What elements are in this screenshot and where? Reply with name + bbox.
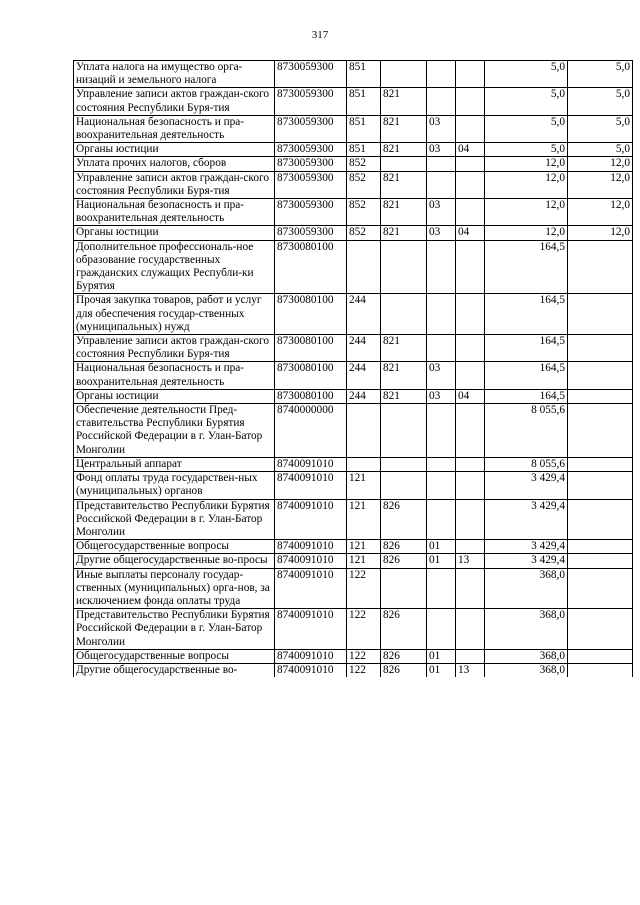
target-code-cell: 8740091010 (275, 472, 347, 499)
table-row (74, 554, 633, 568)
amount-year-1-cell: 5,0 (485, 115, 568, 142)
target-code-cell: 8740091010 (275, 554, 347, 568)
section-code-cell: 01 (427, 663, 456, 677)
expense-type-code-cell: 851 (347, 115, 381, 142)
section-code-cell: 03 (427, 389, 456, 403)
section-code-cell (427, 568, 456, 609)
ministry-code-cell: 826 (381, 540, 427, 554)
amount-year-2-cell (568, 663, 633, 677)
subsection-code-cell (456, 61, 485, 88)
amount-year-1-cell: 12,0 (485, 226, 568, 240)
table-row (74, 61, 633, 88)
target-code-cell: 8730059300 (275, 171, 347, 198)
section-code-cell (427, 240, 456, 294)
subsection-code-cell (456, 88, 485, 115)
amount-year-2-cell (568, 609, 633, 650)
expense-type-code-cell: 121 (347, 472, 381, 499)
table-row (74, 609, 633, 650)
amount-year-2-cell: 12,0 (568, 199, 633, 226)
amount-year-2-cell (568, 540, 633, 554)
row-name-cell: Общегосударственные вопросы (74, 649, 275, 663)
row-name-cell: Обеспечение деятельности Пред-ставительства Республики Бурятия Российской Федерации в г. Улан-Батор Монголии (74, 404, 275, 458)
budget-table-body (74, 61, 633, 678)
row-name-cell: Центральный аппарат (74, 457, 275, 471)
amount-year-2-cell (568, 649, 633, 663)
expense-type-code-cell: 244 (347, 294, 381, 335)
table-row (74, 88, 633, 115)
amount-year-1-cell: 5,0 (485, 61, 568, 88)
expense-type-code-cell: 852 (347, 157, 381, 171)
subsection-code-cell (456, 157, 485, 171)
amount-year-2-cell (568, 457, 633, 471)
expense-type-code-cell (347, 240, 381, 294)
target-code-cell: 8730059300 (275, 199, 347, 226)
amount-year-2-cell: 5,0 (568, 115, 633, 142)
amount-year-1-cell: 8 055,6 (485, 404, 568, 458)
amount-year-1-cell: 12,0 (485, 157, 568, 171)
amount-year-2-cell (568, 568, 633, 609)
amount-year-2-cell (568, 240, 633, 294)
amount-year-2-cell (568, 389, 633, 403)
subsection-code-cell (456, 457, 485, 471)
expense-type-code-cell: 122 (347, 609, 381, 650)
amount-year-2-cell: 12,0 (568, 157, 633, 171)
ministry-code-cell: 821 (381, 115, 427, 142)
expense-type-code-cell: 852 (347, 226, 381, 240)
section-code-cell (427, 171, 456, 198)
target-code-cell: 8730080100 (275, 335, 347, 362)
ministry-code-cell (381, 404, 427, 458)
row-name-cell: Уплата прочих налогов, сборов (74, 157, 275, 171)
table-row (74, 240, 633, 294)
table-row (74, 362, 633, 389)
amount-year-2-cell: 5,0 (568, 143, 633, 157)
section-code-cell (427, 61, 456, 88)
table-row (74, 143, 633, 157)
section-code-cell (427, 457, 456, 471)
table-row (74, 335, 633, 362)
target-code-cell: 8730080100 (275, 362, 347, 389)
target-code-cell: 8730059300 (275, 157, 347, 171)
subsection-code-cell (456, 404, 485, 458)
section-code-cell (427, 472, 456, 499)
ministry-code-cell (381, 568, 427, 609)
section-code-cell: 03 (427, 362, 456, 389)
subsection-code-cell (456, 540, 485, 554)
amount-year-1-cell: 368,0 (485, 609, 568, 650)
row-name-cell: Представительство Республики Бурятия Российской Федерации в г. Улан-Батор Монголии (74, 609, 275, 650)
ministry-code-cell (381, 61, 427, 88)
table-row (74, 540, 633, 554)
table-row (74, 472, 633, 499)
ministry-code-cell (381, 457, 427, 471)
section-code-cell (427, 499, 456, 540)
amount-year-2-cell: 12,0 (568, 226, 633, 240)
subsection-code-cell (456, 115, 485, 142)
table-row (74, 157, 633, 171)
target-code-cell: 8740091010 (275, 540, 347, 554)
ministry-code-cell (381, 240, 427, 294)
ministry-code-cell: 821 (381, 171, 427, 198)
expense-type-code-cell (347, 457, 381, 471)
row-name-cell: Общегосударственные вопросы (74, 540, 275, 554)
amount-year-1-cell: 164,5 (485, 240, 568, 294)
ministry-code-cell: 821 (381, 362, 427, 389)
amount-year-1-cell: 164,5 (485, 362, 568, 389)
table-row (74, 499, 633, 540)
row-name-cell: Управление записи актов граждан-ского состояния Республики Буря-тия (74, 171, 275, 198)
section-code-cell (427, 335, 456, 362)
section-code-cell: 01 (427, 649, 456, 663)
expense-type-code-cell: 852 (347, 199, 381, 226)
amount-year-1-cell: 12,0 (485, 199, 568, 226)
amount-year-1-cell: 3 429,4 (485, 472, 568, 499)
ministry-code-cell: 826 (381, 554, 427, 568)
row-name-cell: Дополнительное профессиональ-ное образование государственных гражданских служащих Республи-ки Бурятия (74, 240, 275, 294)
subsection-code-cell: 04 (456, 226, 485, 240)
ministry-code-cell (381, 157, 427, 171)
expense-type-code-cell: 121 (347, 554, 381, 568)
target-code-cell: 8730080100 (275, 240, 347, 294)
amount-year-2-cell (568, 294, 633, 335)
amount-year-2-cell: 5,0 (568, 88, 633, 115)
page-number: 317 (311, 29, 329, 41)
target-code-cell: 8740000000 (275, 404, 347, 458)
subsection-code-cell (456, 568, 485, 609)
amount-year-2-cell (568, 554, 633, 568)
target-code-cell: 8730059300 (275, 88, 347, 115)
row-name-cell: Управление записи актов граждан-ского состояния Республики Буря-тия (74, 88, 275, 115)
row-name-cell: Органы юстиции (74, 226, 275, 240)
table-row (74, 294, 633, 335)
expense-type-code-cell: 121 (347, 540, 381, 554)
ministry-code-cell: 821 (381, 199, 427, 226)
expense-type-code-cell: 852 (347, 171, 381, 198)
expense-type-code-cell: 122 (347, 663, 381, 677)
ministry-code-cell: 826 (381, 499, 427, 540)
ministry-code-cell: 821 (381, 88, 427, 115)
subsection-code-cell (456, 294, 485, 335)
amount-year-1-cell: 8 055,6 (485, 457, 568, 471)
amount-year-1-cell: 368,0 (485, 568, 568, 609)
section-code-cell: 03 (427, 115, 456, 142)
row-name-cell: Уплата налога на имущество орга-низаций и земельного налога (74, 61, 275, 88)
section-code-cell (427, 157, 456, 171)
table-row (74, 171, 633, 198)
expense-type-code-cell: 122 (347, 649, 381, 663)
table-row (74, 568, 633, 609)
amount-year-1-cell: 368,0 (485, 663, 568, 677)
section-code-cell: 03 (427, 226, 456, 240)
row-name-cell: Фонд оплаты труда государствен-ных (муниципальных) органов (74, 472, 275, 499)
target-code-cell: 8730059300 (275, 61, 347, 88)
target-code-cell: 8740091010 (275, 609, 347, 650)
subsection-code-cell: 13 (456, 554, 485, 568)
amount-year-1-cell: 12,0 (485, 171, 568, 198)
table-row (74, 115, 633, 142)
row-name-cell: Органы юстиции (74, 143, 275, 157)
subsection-code-cell (456, 240, 485, 294)
amount-year-2-cell (568, 335, 633, 362)
table-row (74, 649, 633, 663)
ministry-code-cell: 821 (381, 226, 427, 240)
target-code-cell: 8730080100 (275, 294, 347, 335)
amount-year-2-cell: 12,0 (568, 171, 633, 198)
table-row (74, 663, 633, 677)
row-name-cell: Национальная безопасность и пра-воохранительная деятельность (74, 362, 275, 389)
row-name-cell: Национальная безопасность и пра-воохранительная деятельность (74, 115, 275, 142)
ministry-code-cell: 821 (381, 335, 427, 362)
expense-type-code-cell: 851 (347, 88, 381, 115)
row-name-cell: Другие общегосударственные во- (74, 663, 275, 677)
target-code-cell: 8740091010 (275, 663, 347, 677)
subsection-code-cell: 04 (456, 389, 485, 403)
section-code-cell: 01 (427, 540, 456, 554)
ministry-code-cell (381, 294, 427, 335)
table-row (74, 226, 633, 240)
subsection-code-cell (456, 499, 485, 540)
target-code-cell: 8730080100 (275, 389, 347, 403)
amount-year-2-cell: 5,0 (568, 61, 633, 88)
row-name-cell: Другие общегосударственные во-просы (74, 554, 275, 568)
ministry-code-cell: 826 (381, 663, 427, 677)
row-name-cell: Представительство Республики Бурятия Российской Федерации в г. Улан-Батор Монголии (74, 499, 275, 540)
row-name-cell: Прочая закупка товаров, работ и услуг для обеспечения государ-ственных (муниципальных) нужд (74, 294, 275, 335)
subsection-code-cell: 13 (456, 663, 485, 677)
ministry-code-cell: 826 (381, 609, 427, 650)
expense-type-code-cell: 122 (347, 568, 381, 609)
expense-type-code-cell (347, 404, 381, 458)
section-code-cell: 03 (427, 199, 456, 226)
amount-year-1-cell: 3 429,4 (485, 540, 568, 554)
amount-year-1-cell: 5,0 (485, 88, 568, 115)
row-name-cell: Органы юстиции (74, 389, 275, 403)
table-row (74, 404, 633, 458)
expense-type-code-cell: 851 (347, 143, 381, 157)
section-code-cell (427, 609, 456, 650)
target-code-cell: 8740091010 (275, 649, 347, 663)
expense-type-code-cell: 244 (347, 362, 381, 389)
amount-year-1-cell: 164,5 (485, 335, 568, 362)
expense-type-code-cell: 851 (347, 61, 381, 88)
amount-year-2-cell (568, 404, 633, 458)
target-code-cell: 8740091010 (275, 499, 347, 540)
budget-table (73, 60, 633, 677)
amount-year-2-cell (568, 362, 633, 389)
amount-year-2-cell (568, 472, 633, 499)
subsection-code-cell (456, 609, 485, 650)
subsection-code-cell (456, 362, 485, 389)
ministry-code-cell (381, 472, 427, 499)
section-code-cell (427, 294, 456, 335)
table-row (74, 199, 633, 226)
row-name-cell: Управление записи актов граждан-ского состояния Республики Буря-тия (74, 335, 275, 362)
amount-year-1-cell: 3 429,4 (485, 499, 568, 540)
subsection-code-cell: 04 (456, 143, 485, 157)
subsection-code-cell (456, 199, 485, 226)
table-row (74, 389, 633, 403)
target-code-cell: 8730059300 (275, 115, 347, 142)
ministry-code-cell: 826 (381, 649, 427, 663)
amount-year-1-cell: 3 429,4 (485, 554, 568, 568)
amount-year-2-cell (568, 499, 633, 540)
subsection-code-cell (456, 335, 485, 362)
subsection-code-cell (456, 472, 485, 499)
table-row (74, 457, 633, 471)
target-code-cell: 8730059300 (275, 226, 347, 240)
amount-year-1-cell: 5,0 (485, 143, 568, 157)
subsection-code-cell (456, 649, 485, 663)
section-code-cell: 03 (427, 143, 456, 157)
row-name-cell: Национальная безопасность и пра-воохранительная деятельность (74, 199, 275, 226)
target-code-cell: 8740091010 (275, 568, 347, 609)
amount-year-1-cell: 164,5 (485, 389, 568, 403)
target-code-cell: 8730059300 (275, 143, 347, 157)
target-code-cell: 8740091010 (275, 457, 347, 471)
amount-year-1-cell: 164,5 (485, 294, 568, 335)
ministry-code-cell: 821 (381, 143, 427, 157)
subsection-code-cell (456, 171, 485, 198)
expense-type-code-cell: 244 (347, 389, 381, 403)
section-code-cell (427, 88, 456, 115)
expense-type-code-cell: 121 (347, 499, 381, 540)
section-code-cell (427, 404, 456, 458)
section-code-cell: 01 (427, 554, 456, 568)
amount-year-1-cell: 368,0 (485, 649, 568, 663)
row-name-cell: Иные выплаты персоналу государ-ственных (муниципальных) орга-нов, за исключением фонда оплаты труда (74, 568, 275, 609)
ministry-code-cell: 821 (381, 389, 427, 403)
expense-type-code-cell: 244 (347, 335, 381, 362)
